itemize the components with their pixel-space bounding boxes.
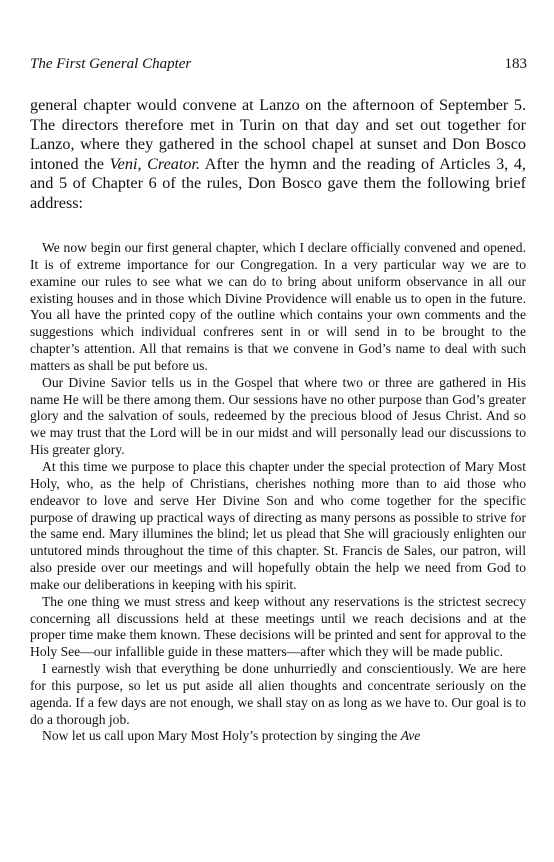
page-number: 183	[504, 56, 527, 72]
address-paragraph-3: At this time we purpose to place this chapter under the special protection of Mary Most Holy, who, as the help of Christians, cherishes nothing more than to aid those who endeavor to love and serve Her Divine Son and who come together for the specific purpose of drawing up practical ways of directing as many persons as possible to strive for the same end. Mary illumines the blind; let us plead that She will graciously enlighten our untutored minds throughout the time of this chapter. St. Francis de Sales, our patron, will also preside over our meetings and will hopefully obtain the help we need from God to make our deliberations in keeping with his spirit.	[30, 458, 526, 592]
address-paragraph-5: I earnestly wish that everything be done unhurriedly and conscientiously. We are here for this purpose, so let us put aside all alien thoughts and concentrate seriously on the agenda. If a few days are not enough, we shall stay on as long as we have to. Our goal is to do a thorough job.	[30, 661, 526, 727]
intro-paragraph	[30, 96, 526, 214]
address-block	[30, 240, 526, 745]
address-paragraph-2: Our Divine Savior tells us in the Gospel that where two or three are gathered in His name He will be there among them. Our sessions have no other purpose than God’s greater glory and the salvation of souls, redeemed by the precious blood of Jesus Christ. And so we may trust that the Lord will be in our midst and will personally lead our discussions to His greater glory.	[30, 374, 526, 458]
address-paragraph-6-italic: Ave	[400, 728, 421, 744]
running-header	[30, 56, 527, 73]
intro-text-1: general chapter would convene at Lanzo on the afternoon of September 5. The directors therefore met in Turin on that day and set out together for Lanzo, where they gathered in the school chapel at sunset and Don Bosco intoned the	[30, 96, 526, 173]
address-paragraph-1: We now begin our first general chapter, which I declare officially convened and opened. It is of extreme importance for our Congregation. In a very particular way we are to examine our rules to see what we can do to bring about uniform observance in all our existing houses and in those which Divine Providence will enable us to open in the future. You all have the printed copy of the outline which contains your own comments and the suggestions which individual confreres sent in or will send in to be brought to the chapter’s attention. All that remains is that we convene in God’s name to deal with such matters as shall be put before us.	[30, 240, 526, 373]
intro-italic-hymn: Veni, Creator.	[109, 154, 201, 173]
address-paragraph-4: The one thing we must stress and keep without any reservations is the strictest secrecy concerning all discussions held at these meetings until we reach decisions and at the proper time make them known. These decisions will be printed and sent for approval to the Holy See—our infallible guide in these matters—after which they will be made public.	[30, 593, 526, 660]
address-paragraph-6	[30, 728, 526, 745]
chapter-title: The First General Chapter	[30, 56, 192, 72]
intro-text-2: After the hymn and the reading of Articles 3, 4, and 5 of Chapter 6 of the rules, Don Bosco gave them the following brief address:	[30, 154, 526, 212]
address-paragraph-6-text: Now let us call upon Mary Most Holy’s protection by singing the	[42, 728, 401, 744]
